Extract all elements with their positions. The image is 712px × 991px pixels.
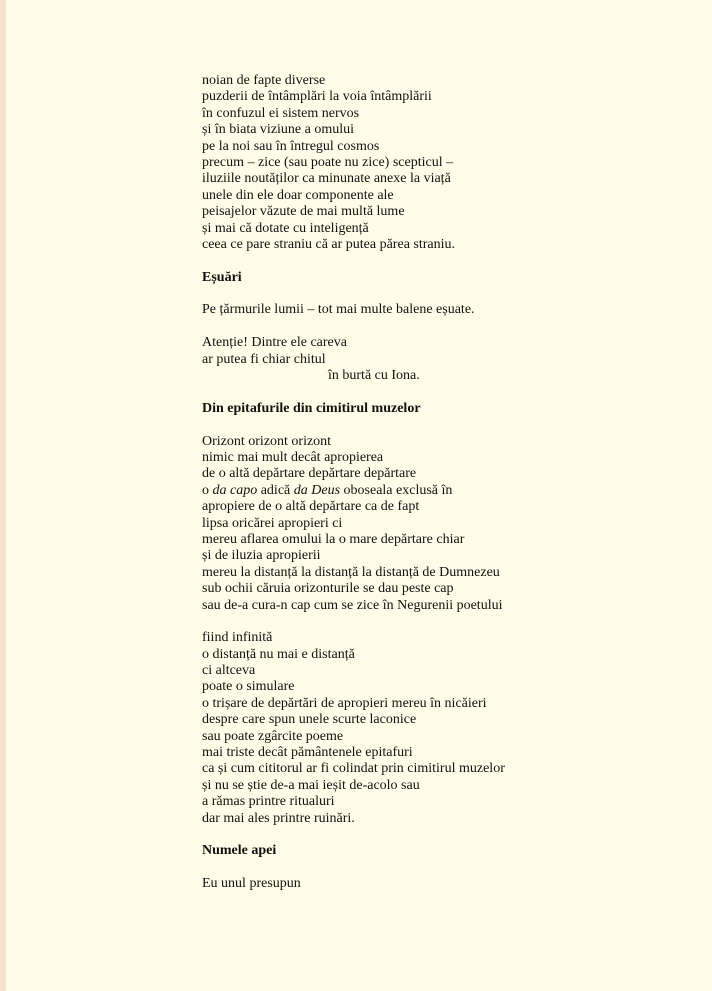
poem-line: iluziile noutăților ca minunate anexe la viață [202,171,451,187]
spacer [202,253,682,269]
poem-title: Numele apei [202,843,277,859]
poem-line: peisajelor văzute de mai multă lume [202,204,405,220]
poem-title: Din epitafurile din cimitirul muzelor [202,400,421,416]
spacer [202,286,682,302]
poem-line: noian de fapte diverse [202,73,326,88]
spacer [202,614,682,630]
poem-line: Eu unul presupun [202,876,301,892]
poem-line: puzderii de întâmplări la voia întâmplării [202,89,432,105]
poem-line: și în biata viziune a omului [202,122,355,138]
document-page [202,73,682,893]
text-run: o [202,482,213,498]
poem-line: pe la noi sau în întregul cosmos [202,138,380,154]
poem-line: nimic mai mult decât apropierea [202,449,384,465]
poem-line: și mai că dotate cu inteligență [202,220,369,236]
spacer [202,417,682,433]
poem-line: mereu la distanță la distanță la distanță de Dumnezeu [202,564,500,580]
poem-line: Atenție! Dintre ele careva [202,335,347,351]
poem-line: mai triste decât pământenele epitafuri [202,745,413,761]
poem-line: sub ochii căruia orizonturile se dau peste cap [202,581,454,597]
poem-line: dar mai ales printre ruinări. [202,810,355,826]
poem-line: mereu aflarea omului la o mare depărtare chiar [202,531,465,547]
poem-line: Pe țărmurile lumii – tot mai multe balene eșuate. [202,302,475,318]
italic-text: da capo [212,482,258,498]
poem-line: o distanță nu mai e distanță [202,646,355,662]
poem-line-indented: în burtă cu Iona. [328,368,420,384]
spacer [202,319,682,335]
poem-line: ca și cum cititorul ar fi colindat prin cimitirul muzelor [202,761,505,777]
poem-line-mixed [202,483,682,499]
poem-line: ci altceva [202,663,256,679]
spacer [202,860,682,876]
poem-line: precum – zice (sau poate nu zice) scepticul – [202,154,454,170]
poem-line: și nu se știe de-a mai ieșit de-acolo sau [202,777,420,793]
poem-line: Orizont orizont orizont [202,433,332,449]
poem-line: și de iluzia apropierii [202,548,321,564]
spacer [202,384,682,400]
poem-line: în confuzul ei sistem nervos [202,105,360,121]
text-run: adică [257,482,294,498]
poem-line: de o altă depărtare depărtare depărtare [202,466,417,482]
poem-line: poate o simulare [202,679,295,695]
poem-title: Eșuări [202,269,242,285]
poem-line: ceea ce pare straniu că ar putea părea straniu. [202,236,456,252]
poem-line: ar putea fi chiar chitul [202,351,326,367]
poem-line: unele din ele doar componente ale [202,187,394,203]
poem-line: o trișare de depărtări de apropieri mereu în nicăieri [202,695,487,711]
italic-text: da Deus [293,482,341,498]
poem-line: sau poate zgârcite poeme [202,728,344,744]
spacer [202,827,682,843]
poem-line: fiind infinită [202,630,273,646]
poem-line: apropiere de o altă depărtare ca de fapt [202,499,420,515]
stanza-1 [202,73,682,253]
poem-line: a rămas printre ritualuri [202,794,335,810]
poem-line: despre care spun unele scurte laconice [202,712,417,728]
page-edge-strip [0,0,6,991]
text-run: oboseala exclusă în [340,482,453,498]
poem-line: sau de-a cura-n cap cum se zice în Negurenii poetului [202,597,503,613]
poem-line: lipsa oricărei apropieri ci [202,515,343,531]
